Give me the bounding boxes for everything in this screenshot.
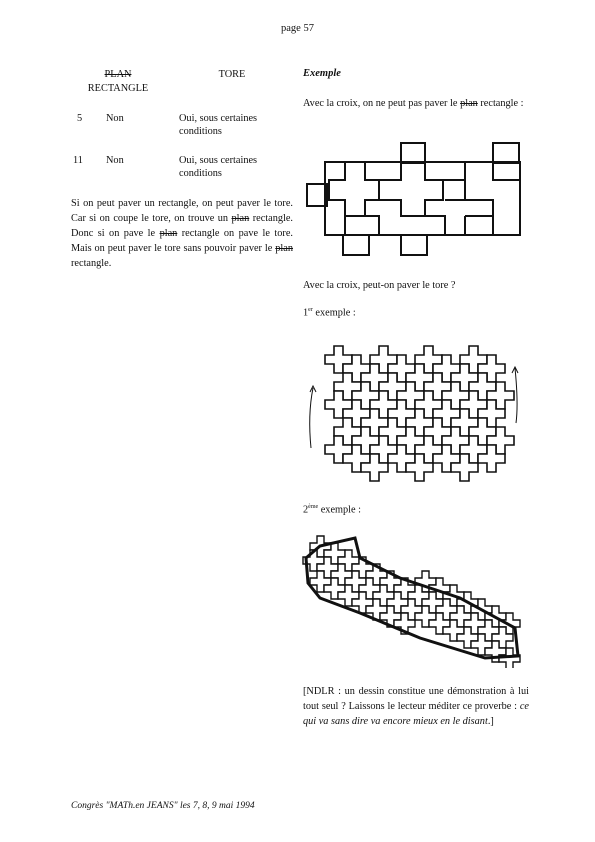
ex2-sup: ème — [308, 504, 319, 510]
lp-text-2: rectangle. Donc si on pave le — [71, 213, 293, 239]
header-rectangle: RECTANGLE — [87, 83, 149, 94]
row2-plan: Non — [106, 155, 124, 166]
right-paragraph-1 — [303, 96, 527, 111]
exemple-title: Exemple — [303, 68, 341, 79]
header-tore: TORE — [218, 69, 246, 80]
footer: Congrès "MATh.en JEANS" les 7, 8, 9 mai 1994 — [71, 801, 255, 811]
figure-rectangle-crosses — [305, 140, 530, 262]
figure-exemple-1 — [305, 338, 525, 488]
ex1-sup: er — [308, 307, 313, 313]
page-number: page 57 — [281, 23, 314, 34]
rp1-plan: plan — [460, 98, 478, 109]
left-paragraph — [71, 196, 293, 271]
rp1-text-b: rectangle : — [477, 98, 524, 109]
header-plan: PLAN — [104, 69, 132, 80]
row1-n: 5 — [77, 113, 83, 124]
ex1-num: 1 — [303, 307, 309, 319]
question-tore: Avec la croix, peut-on paver le tore ? — [303, 280, 456, 291]
lp-plan-1: plan — [231, 213, 250, 224]
lp-text-4: rectangle. — [71, 258, 112, 269]
ndlr-proverb: ce qui va sans dire va encore mieux en le disant — [303, 701, 529, 727]
lp-text-1: Si on peut paver un rectangle, on peut paver le tore. Car si on coupe le tore, on trouve un — [71, 198, 293, 224]
header-plan-rectangle — [80, 68, 156, 96]
row1-tore-l1: Oui, sous certaines — [179, 113, 258, 124]
exemple-1-label — [303, 307, 356, 318]
ex1-rest: exemple : — [312, 307, 356, 319]
lp-text-3: rectangle on pave le tore. Mais on peut paver le tore sans pouvoir paver le — [71, 228, 293, 254]
row1-tore-l2: conditions — [179, 126, 222, 137]
row1-tore — [179, 112, 257, 138]
lp-plan-2: plan — [159, 228, 178, 239]
ndlr-note — [303, 684, 529, 729]
row2-tore-l1: Oui, sous certaines — [179, 155, 258, 166]
row2-tore — [179, 154, 257, 180]
ndlr-text-a: [NDLR : un dessin constitue une démonstration à lui tout seul ? Laissons le lecteur méditer ce proverbe : — [303, 686, 529, 712]
row2-n: 11 — [73, 155, 83, 166]
ex2-rest: exemple : — [318, 504, 362, 516]
row2-tore-l2: conditions — [179, 168, 222, 179]
ex2-num: 2 — [303, 504, 309, 516]
figure-exemple-2 — [300, 528, 525, 668]
lp-plan-3: plan — [275, 243, 293, 254]
ndlr-text-b: .] — [487, 716, 494, 727]
rp1-text-a: Avec la croix, on ne peut pas paver le — [303, 98, 461, 109]
exemple-2-label — [303, 504, 361, 515]
row1-plan: Non — [106, 113, 124, 124]
